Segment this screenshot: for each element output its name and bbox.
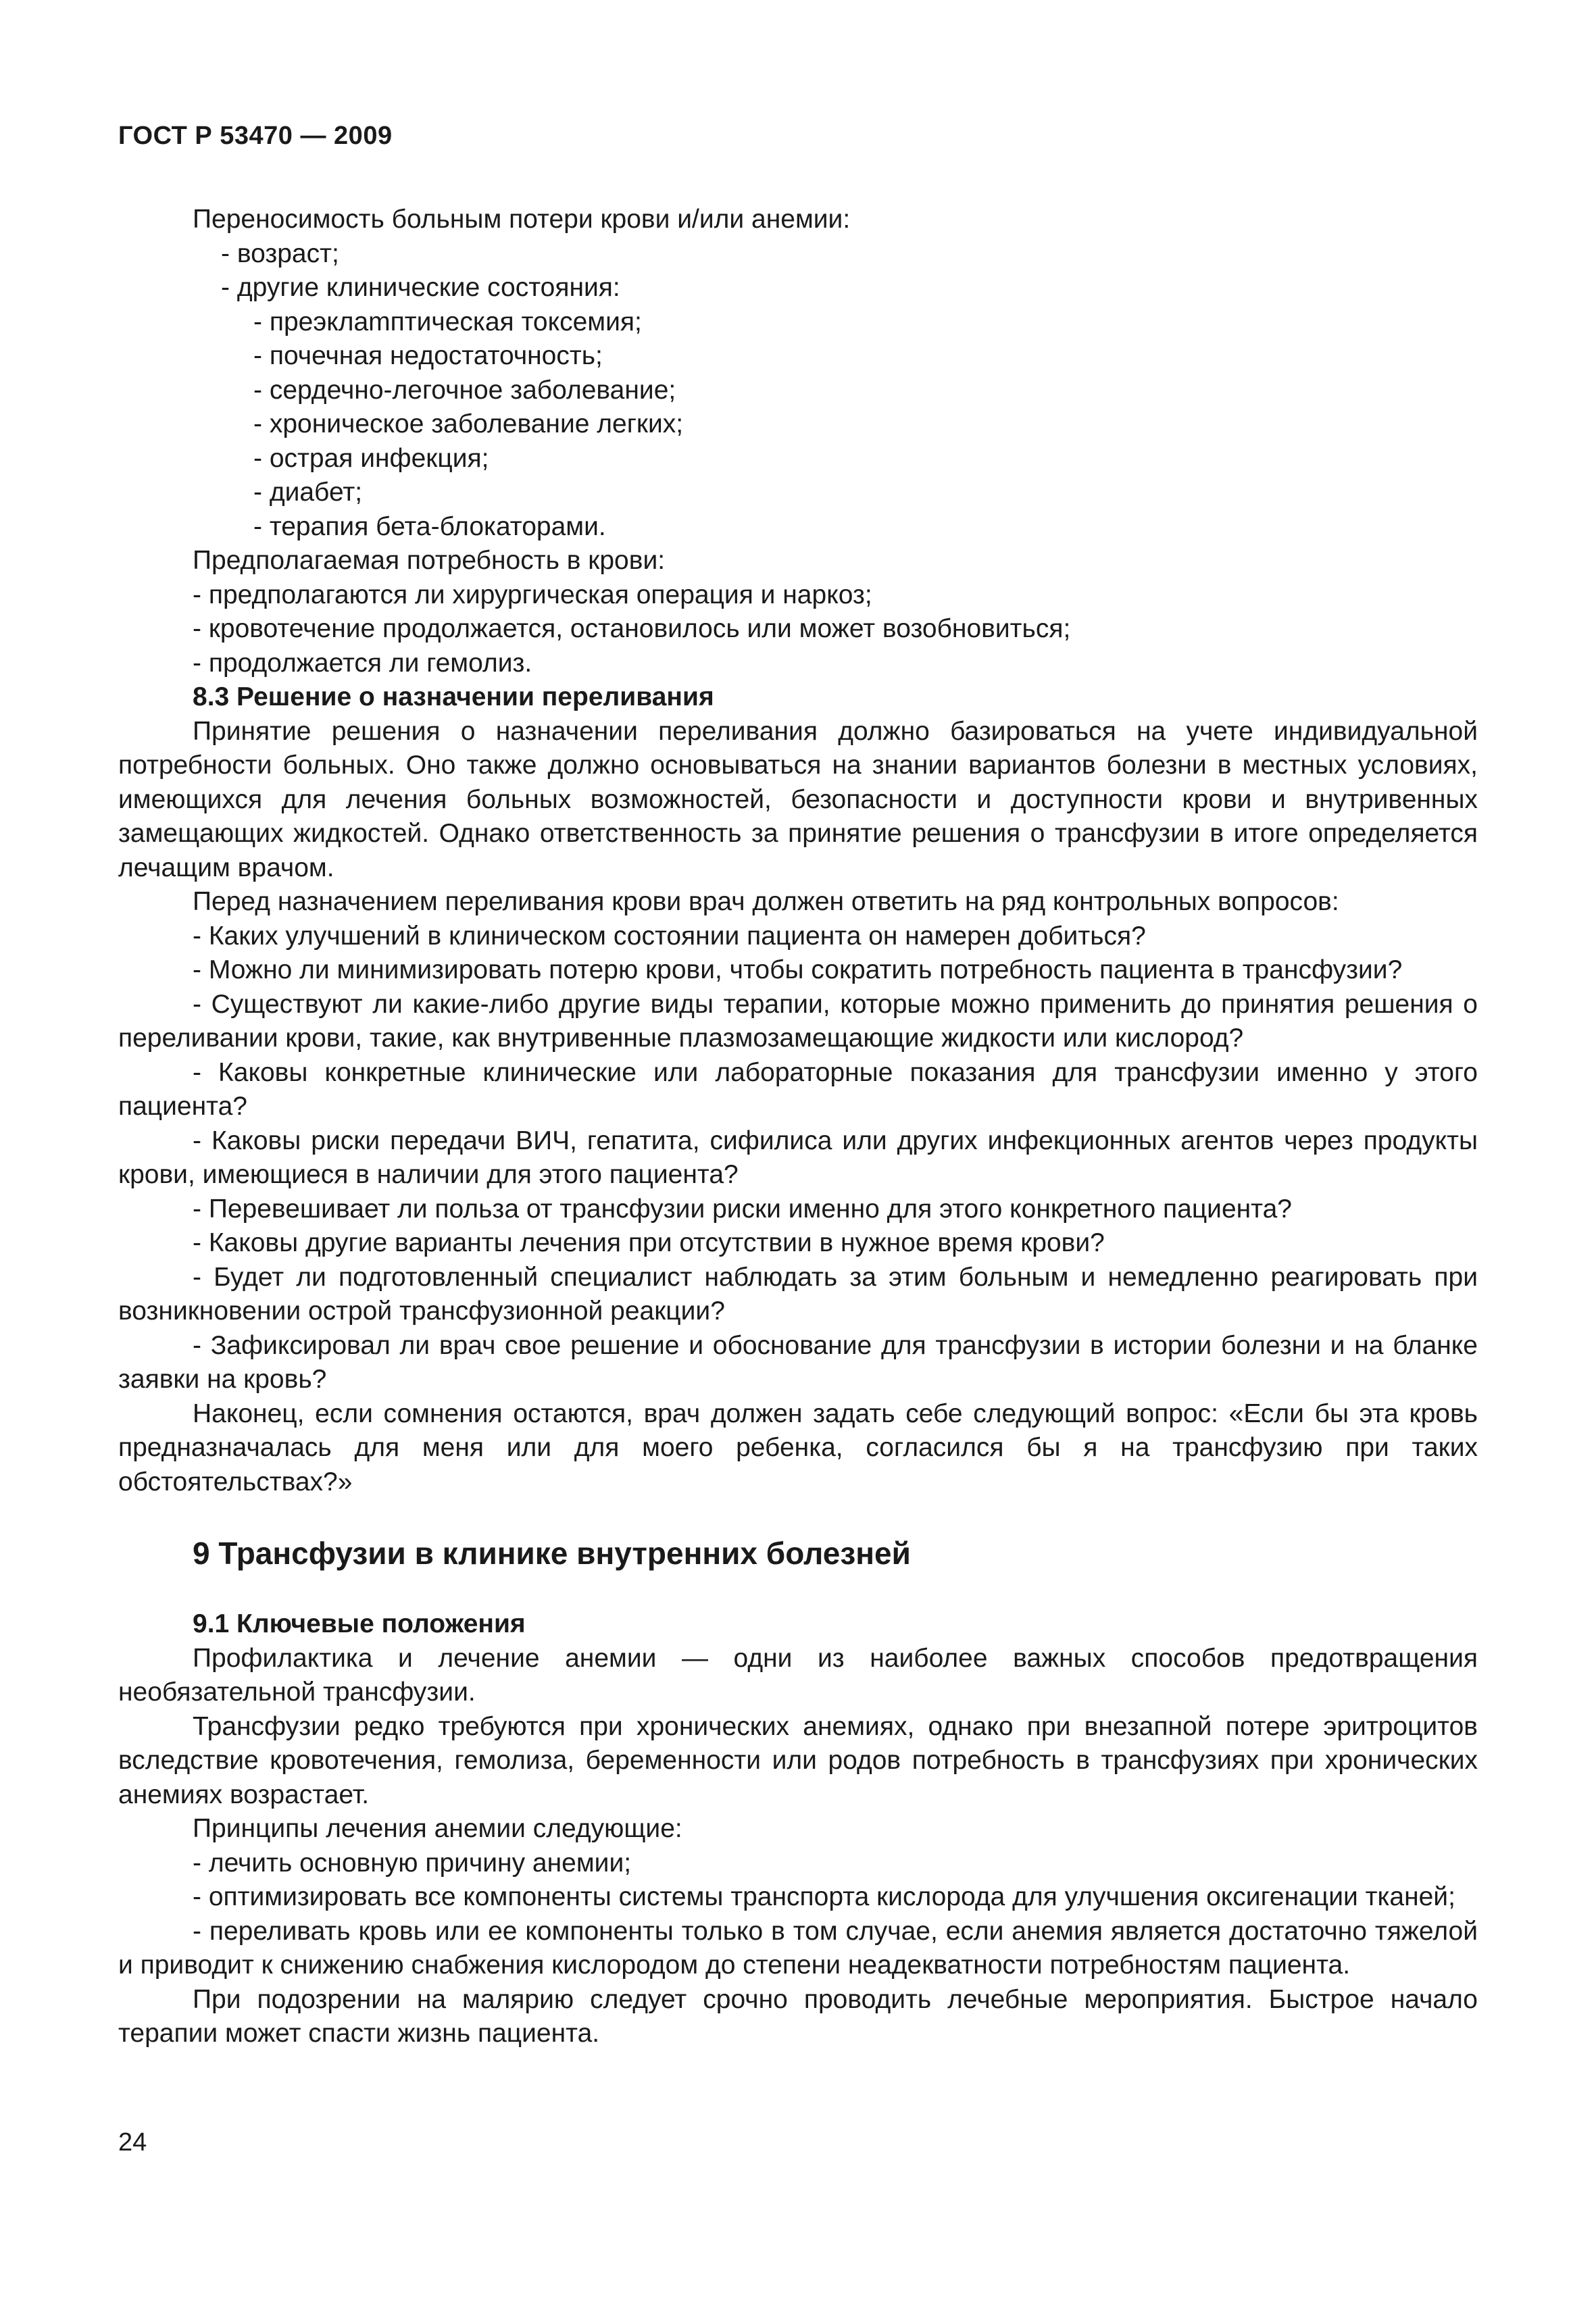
paragraph-tolerance: Переносимость больным потери крови и/или анемии: (193, 205, 851, 234)
paragraph: Трансфузии редко требуются при хронических анемиях, однако при внезапной потере эритроцитов вследствие кровотечения, гемолиза, беременности или родов потребность в трансфузиях при хронических анемиях возрастает. (118, 1711, 1478, 1809)
question-item: - Каковы риски передачи ВИЧ, гепатита, сифилиса или других инфекционных агентов через продукты крови, имеющиеся в наличии для этого пациента? (118, 1126, 1478, 1189)
sub-list-item: - почечная недостаточность; (253, 341, 603, 370)
paragraph: Наконец, если сомнения остаются, врач должен задать себе следующий вопрос: «Если бы эта кровь предназначалась для меня или для моего ребенка, согласился бы я на трансфузию при таких обстоятельствах?» (118, 1399, 1478, 1496)
list-item: - другие клинические состояния: (221, 273, 620, 302)
question-item: - Каковы другие варианты лечения при отсутствии в нужное время крови? (193, 1228, 1105, 1257)
subsection-heading-8-3: 8.3 Решение о назначении переливания (193, 682, 714, 711)
question-item: - Можно ли минимизировать потерю крови, чтобы сократить потребность пациента в трансфузии? (193, 955, 1403, 984)
paragraph-blood-need: Предполагаемая потребность в крови: (193, 546, 666, 575)
list-item: - продолжается ли гемолиз. (193, 648, 532, 678)
paragraph: Перед назначением переливания крови врач должен ответить на ряд контрольных вопросов: (193, 887, 1339, 916)
list-item: - оптимизировать все компоненты системы транспорта кислорода для улучшения оксигенации тканей; (193, 1882, 1455, 1911)
document-body (118, 203, 1478, 2051)
question-item: - Каковы конкретные клинические или лабораторные показания для трансфузии именно у этого пациента? (118, 1057, 1478, 1121)
paragraph: Принципы лечения анемии следующие: (193, 1814, 682, 1843)
list-item: - лечить основную причину анемии; (193, 1848, 632, 1878)
sub-list-item: - острая инфекция; (253, 443, 489, 473)
section-heading-9: 9 Трансфузии в клинике внутренних болезней (193, 1536, 911, 1571)
sub-list-item: - преэклamптическая токсемия; (253, 307, 642, 336)
paragraph: Профилактика и лечение анемии — одни из наиболее важных способов предотвращения необязательной трансфузии. (118, 1643, 1478, 1707)
subsection-heading-9-1: 9.1 Ключевые положения (193, 1609, 526, 1638)
document-header: ГОСТ Р 53470 — 2009 (118, 122, 393, 150)
sub-list-item: - хроническое заболевание легких; (253, 409, 684, 438)
sub-list-item: - сердечно-легочное заболевание; (253, 375, 676, 405)
page-number: 24 (118, 2128, 147, 2157)
paragraph: Принятие решения о назначении переливания должно базироваться на учете индивидуальной потребности больных. Оно также должно основываться на знании вариантов болезни в местных условиях, имеющихся для лечения больных возможностей, безопасности и доступности крови и внутривенных замещающих жидкостей. Однако ответственность за принятие решения о трансфузии в итоге определяется лечащим врачом. (118, 716, 1478, 882)
question-item: - Каких улучшений в клиническом состоянии пациента он намерен добиться? (193, 921, 1146, 951)
list-item: - переливать кровь или ее компоненты только в том случае, если анемия является достаточно тяжелой и приводит к снижению снабжения кислородом до степени неадекватности потребностям пациента. (118, 1916, 1478, 1980)
sub-list-item: - терапия бета-блокаторами. (253, 511, 606, 541)
sub-list-item: - диабет; (253, 478, 363, 507)
list-item: - кровотечение продолжается, остановилось или может возобновиться; (193, 614, 1071, 643)
question-item: - Перевешивает ли польза от трансфузии риски именно для этого конкретного пациента? (193, 1194, 1292, 1224)
paragraph: При подозрении на малярию следует срочно проводить лечебные мероприятия. Быстрое начало терапии может спасти жизнь пациента. (118, 1984, 1478, 2048)
question-item: - Зафиксировал ли врач свое решение и обоснование для трансфузии в истории болезни и на бланке заявки на кровь? (118, 1330, 1478, 1394)
question-item: - Существуют ли какие-либо другие виды терапии, которые можно применить до принятия решения о переливании крови, такие, как внутривенные плазмозамещающие жидкости или кислород? (118, 989, 1478, 1053)
question-item: - Будет ли подготовленный специалист наблюдать за этим больным и немедленно реагировать при возникновении острой трансфузионной реакции? (118, 1262, 1478, 1326)
list-item: - предполагаются ли хирургическая операция и наркоз; (193, 580, 872, 609)
list-item: - возраст; (221, 238, 339, 268)
